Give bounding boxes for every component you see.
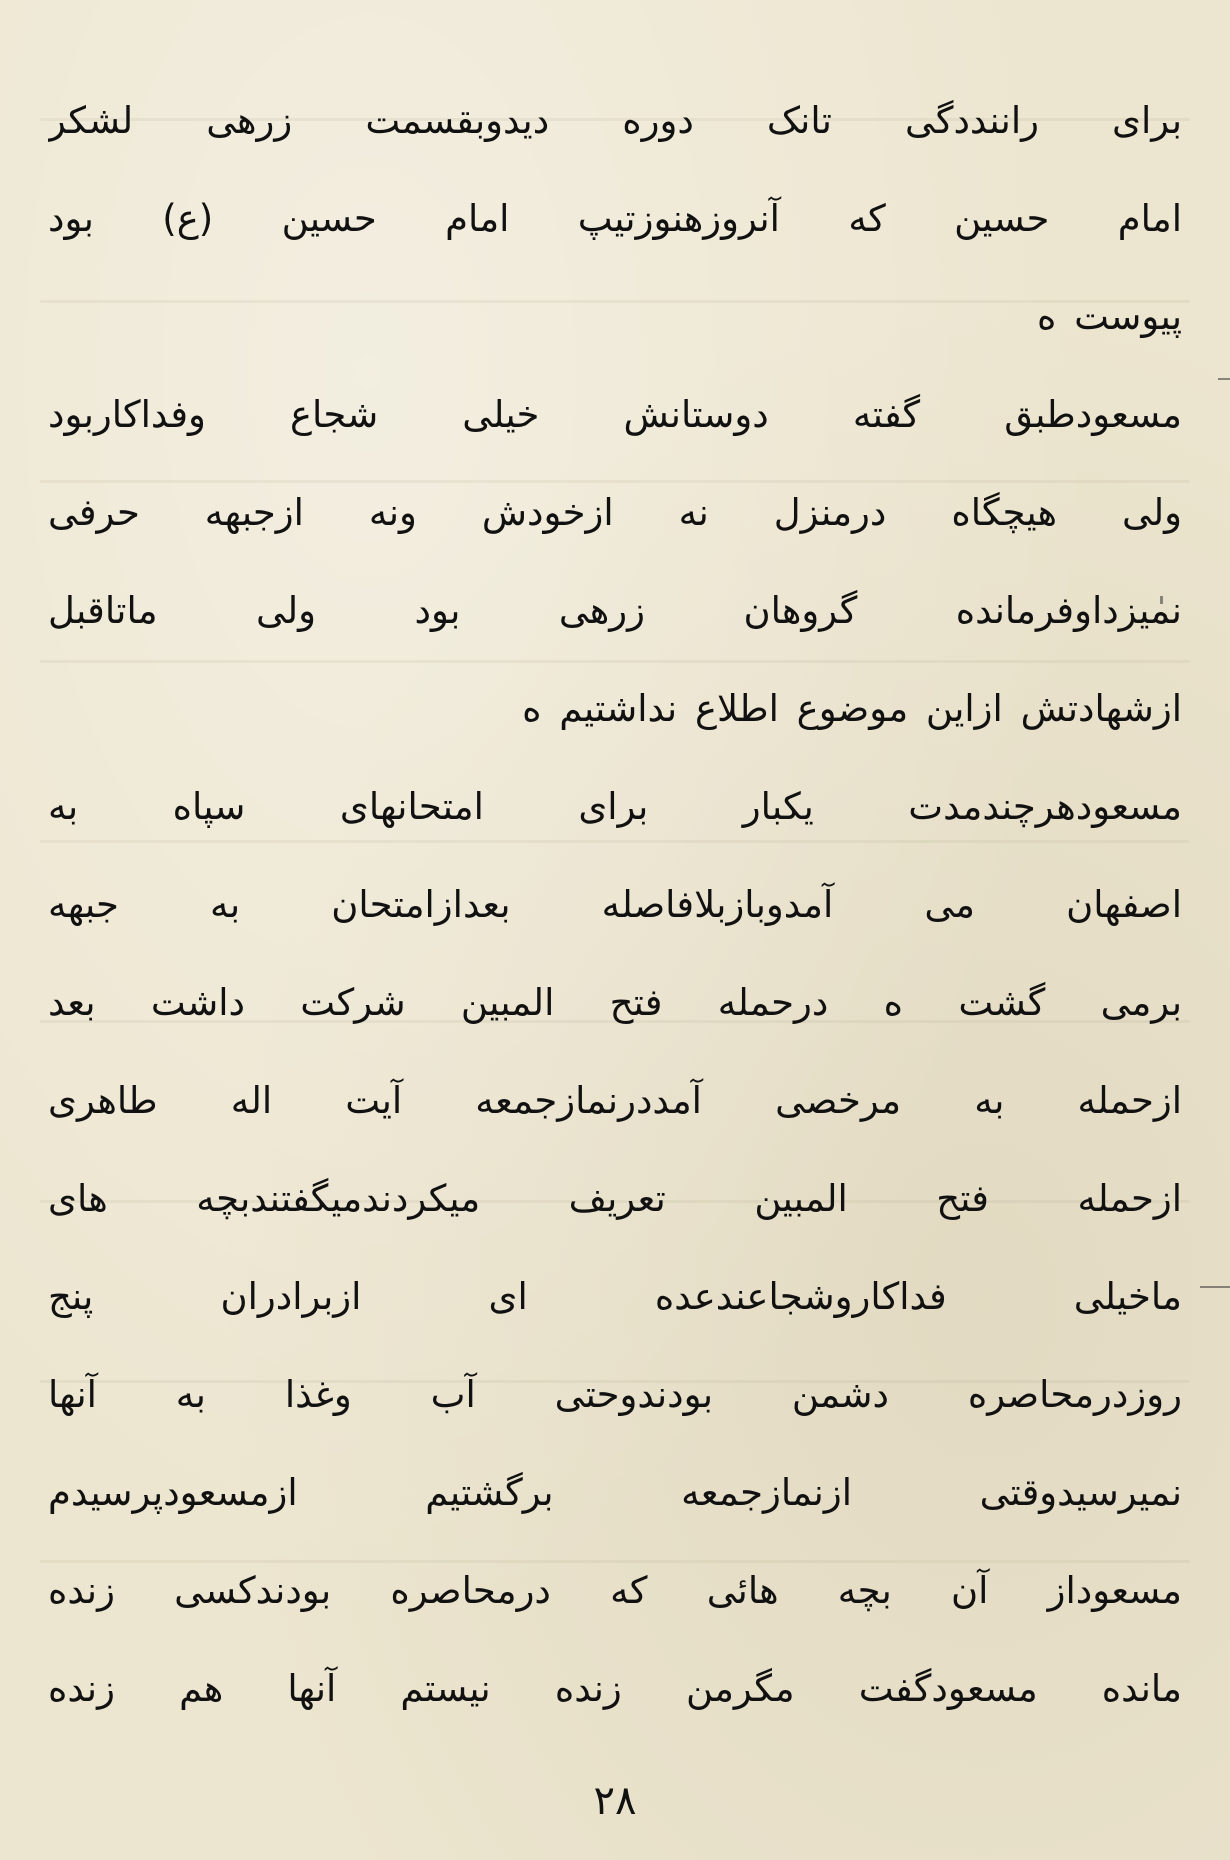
text-line: روزدرمحاصره دشمن بودندوحتی آب وغذا به آنها (48, 1373, 1182, 1416)
text-line: مسعودهرچندمدت یکبار برای امتحانهای سپاه به (48, 785, 1182, 828)
text-line: ماخیلی فداکاروشجاعندعده ای ازبرادران پنج (48, 1275, 1182, 1318)
page-number: ۲۸ (593, 1778, 637, 1824)
text-line: ازحمله به مرخصی آمددرنمازجمعه آیت اله طاهری (48, 1079, 1182, 1122)
margin-tick-mark (1200, 1286, 1230, 1288)
text-line: مانده مسعودگفت مگرمن زنده نیستم آنها هم زنده (48, 1667, 1182, 1710)
text-line: نمیرسیدوقتی ازنمازجمعه برگشتیم ازمسعودپرسیدم (48, 1471, 1182, 1514)
text-line: امام حسین که آنروزهنوزتیپ امام حسین (ع) بود (48, 197, 1182, 240)
text-line: ازحمله فتح المبین تعریف میکردندمیگفتندبچه های (48, 1177, 1182, 1220)
text-line: برمی گشت ه درحمله فتح المبین شرکت داشت بعد (48, 981, 1182, 1024)
text-line: ازشهادتش ازاین موضوع اطلاع نداشتیم ه (522, 687, 1182, 730)
text-line: ولی هیچگاه درمنزل نه ازخودش ونه ازجبهه حرفی (48, 491, 1182, 534)
text-line: مسعودطبق گفته دوستانش خیلی شجاع وفداکاربود (48, 393, 1182, 436)
margin-tick-mark (1218, 378, 1230, 380)
text-line: نمیزداوفرمانده گروهان زرهی بود ولی ماتاقبل (48, 589, 1182, 632)
body-text (48, 72, 1182, 1738)
text-line: برای راننددگی تانک دوره دیدوبقسمت زرهی لشکر (48, 99, 1182, 142)
text-line: مسعوداز آن بچه هائی که درمحاصره بودندکسی زنده (48, 1569, 1182, 1612)
text-line: اصفهان می آمدوبازبلافاصله بعدازامتحان به جبهه (48, 883, 1182, 926)
text-line: پیوست ه (1036, 295, 1182, 338)
